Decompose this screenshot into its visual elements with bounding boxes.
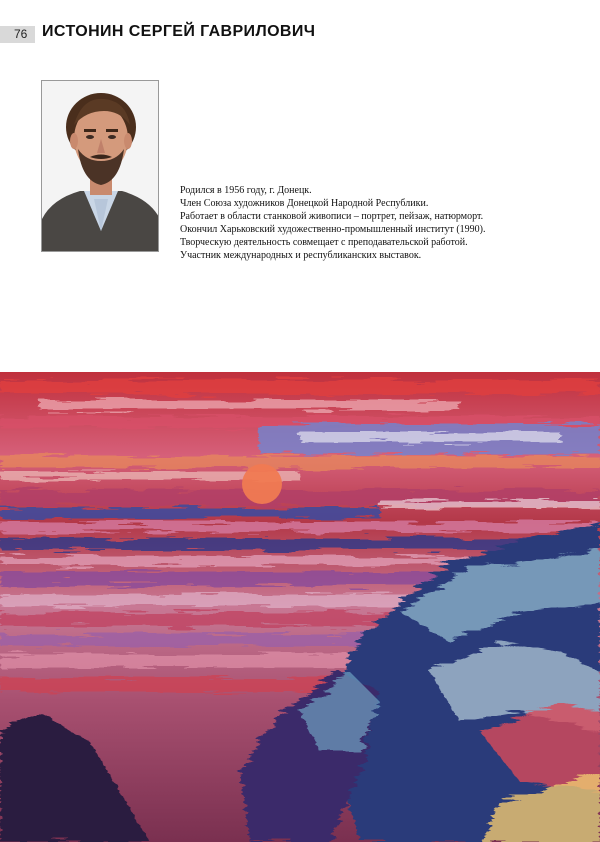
bio-line-teaching: Творческую деятельность совмещает с преподавательской работой. [180,237,468,248]
bio-line-education: Окончил Харьковский художественно-промышленный институт (1990). [180,224,486,235]
artist-name-heading: ИСТОНИН СЕРГЕЙ ГАВРИЛОВИЧ [42,23,316,40]
sunset-seascape-painting [0,372,600,842]
artist-portrait-photo [41,80,159,252]
bio-line-membership: Член Союза художников Донецкой Народной Республики. [180,198,429,209]
bio-line-birth: Родился в 1956 году, г. Донецк. [180,185,312,196]
artist-biography [180,184,540,262]
page-number: 76 [14,27,28,41]
bio-line-exhibitions: Участник международных и республиканских выставок. [180,250,422,261]
bio-line-genres: Работает в области станковой живописи – портрет, пейзаж, натюрморт. [180,211,484,222]
